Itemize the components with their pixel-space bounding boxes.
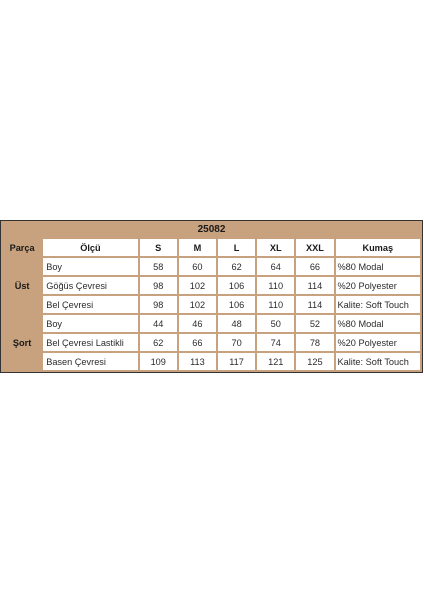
fabric-cell: %80 Modal — [336, 315, 420, 332]
fabric-cell: Kalite: Soft Touch — [336, 353, 420, 370]
header-size-l: L — [218, 239, 255, 256]
fabric-cell: %20 Polyester — [336, 277, 420, 294]
table-row — [3, 334, 420, 351]
header-size-m: M — [179, 239, 216, 256]
value-cell: 48 — [218, 315, 255, 332]
fabric-cell: Kalite: Soft Touch — [336, 296, 420, 313]
group-label-top: Üst — [3, 258, 41, 313]
size-table — [1, 237, 422, 372]
table-row — [3, 296, 420, 313]
value-cell: 110 — [257, 277, 294, 294]
value-cell: 44 — [140, 315, 177, 332]
value-cell: 64 — [257, 258, 294, 275]
value-cell: 125 — [296, 353, 333, 370]
header-measure: Ölçü — [43, 239, 137, 256]
header-part: Parça — [3, 239, 41, 256]
value-cell: 60 — [179, 258, 216, 275]
measure-cell: Bel Çevresi Lastikli — [43, 334, 137, 351]
header-row — [3, 239, 420, 256]
group-label-shorts: Şort — [3, 315, 41, 370]
measure-cell: Bel Çevresi — [43, 296, 137, 313]
table-row — [3, 315, 420, 332]
value-cell: 66 — [179, 334, 216, 351]
value-cell: 106 — [218, 296, 255, 313]
value-cell: 109 — [140, 353, 177, 370]
value-cell: 110 — [257, 296, 294, 313]
measure-cell: Basen Çevresi — [43, 353, 137, 370]
value-cell: 102 — [179, 296, 216, 313]
value-cell: 113 — [179, 353, 216, 370]
value-cell: 98 — [140, 277, 177, 294]
value-cell: 106 — [218, 277, 255, 294]
measure-cell: Boy — [43, 258, 137, 275]
table-row — [3, 353, 420, 370]
table-row — [3, 258, 420, 275]
header-fabric: Kumaş — [336, 239, 420, 256]
header-size-xxl: XXL — [296, 239, 333, 256]
value-cell: 98 — [140, 296, 177, 313]
value-cell: 114 — [296, 277, 333, 294]
size-chart — [0, 220, 423, 373]
header-size-s: S — [140, 239, 177, 256]
value-cell: 66 — [296, 258, 333, 275]
fabric-cell: %80 Modal — [336, 258, 420, 275]
value-cell: 50 — [257, 315, 294, 332]
product-code-title: 25082 — [197, 224, 226, 235]
value-cell: 121 — [257, 353, 294, 370]
value-cell: 78 — [296, 334, 333, 351]
value-cell: 102 — [179, 277, 216, 294]
value-cell: 114 — [296, 296, 333, 313]
value-cell: 62 — [140, 334, 177, 351]
measure-cell: Göğüs Çevresi — [43, 277, 137, 294]
header-size-xl: XL — [257, 239, 294, 256]
value-cell: 58 — [140, 258, 177, 275]
fabric-cell: %20 Polyester — [336, 334, 420, 351]
value-cell: 46 — [179, 315, 216, 332]
value-cell: 52 — [296, 315, 333, 332]
value-cell: 74 — [257, 334, 294, 351]
measure-cell: Boy — [43, 315, 137, 332]
table-row — [3, 277, 420, 294]
value-cell: 62 — [218, 258, 255, 275]
value-cell: 117 — [218, 353, 255, 370]
value-cell: 70 — [218, 334, 255, 351]
